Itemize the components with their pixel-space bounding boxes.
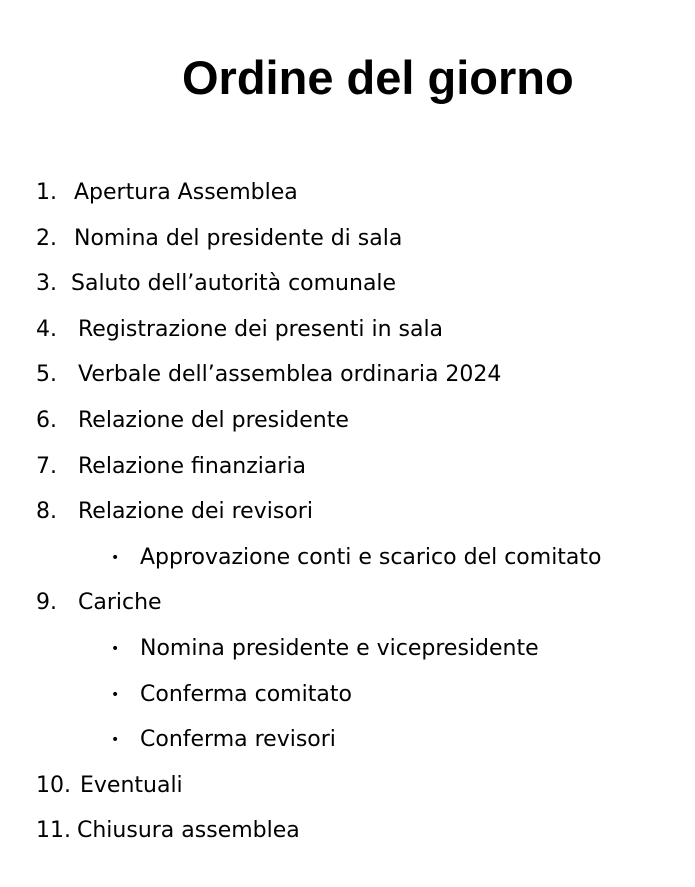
item-number: 3. [36,271,57,297]
item-number: 6. [36,407,57,433]
item-label: Nomina del presidente di sala [74,225,403,251]
subitem-label: Nomina presidente e vicepresidente [140,635,539,661]
item-number: 1. [36,180,57,205]
item-label: Verbale dell’assemblea ordinaria 2024 [78,362,502,388]
agenda-item [0,170,695,216]
item-label: Apertura Assemblea [74,180,298,205]
item-number: 10. [36,772,71,798]
item-label: Relazione del presidente [78,407,349,433]
subitem-label: Conferma comitato [140,681,352,707]
item-number: 8. [36,499,57,525]
item-label: Cariche [78,590,162,616]
item-label: Saluto dell’autorità comunale [71,271,397,297]
agenda-item [0,489,695,535]
agenda-item [0,808,695,854]
item-number: 4. [36,316,57,342]
page-title: Ordine del giorno [182,51,574,104]
item-label: Relazione finanziaria [78,453,307,479]
item-label: Relazione dei revisori [78,499,313,525]
item-number: 11. [36,818,71,844]
item-label: Registrazione dei presenti in sala [78,316,444,342]
item-number: 5. [36,362,57,388]
agenda-list [0,170,695,854]
item-number: 9. [36,590,57,616]
agenda-subitem [0,717,695,763]
item-label: Eventuali [80,772,183,798]
agenda-item [0,580,695,626]
item-number: 7. [36,453,57,479]
subitem-label: Conferma revisori [140,727,336,753]
agenda-item [0,444,695,490]
agenda-item [0,763,695,809]
agenda-item [0,307,695,353]
agenda-item [0,261,695,307]
agenda-subitem [0,626,695,672]
bullet-icon: • [111,686,120,703]
agenda-item [0,398,695,444]
bullet-icon: • [111,549,120,566]
agenda-subitem [0,535,695,581]
subitem-label: Approvazione conti e scarico del comitato [140,544,602,570]
item-label: Chiusura assemblea [77,818,300,844]
agenda-item [0,216,695,262]
agenda-item [0,352,695,398]
agenda-subitem [0,672,695,718]
bullet-icon: • [111,732,120,749]
bullet-icon: • [111,640,120,657]
item-number: 2. [36,225,57,251]
